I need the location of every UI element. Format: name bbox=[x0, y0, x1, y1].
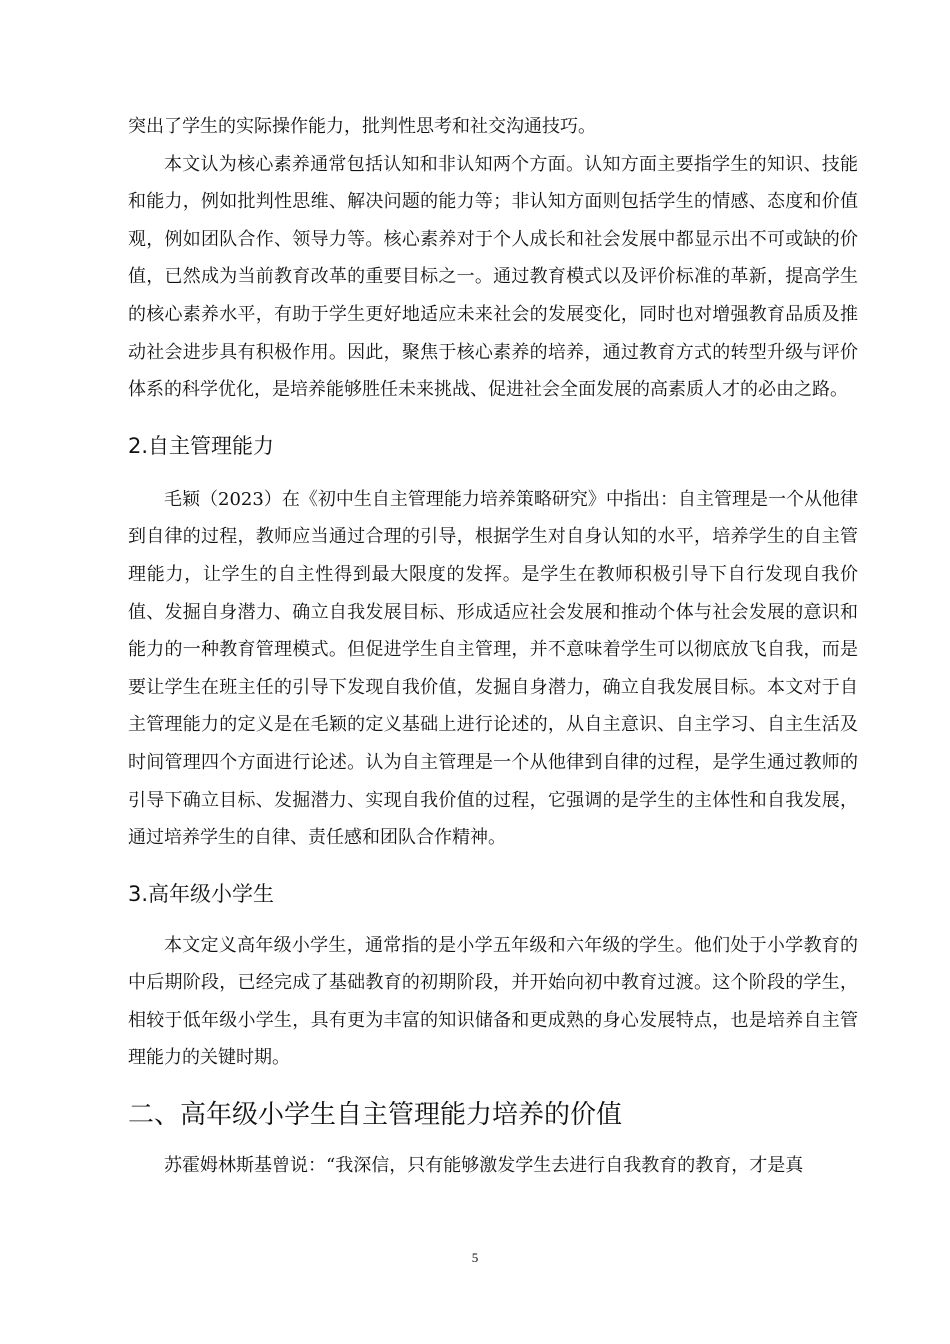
paragraph-self-management: 毛颖（2023）在《初中生自主管理能力培养策略研究》中指出：自主管理是一个从他律到自律的过程，教师应当通过合理的引导，根据学生对自身认知的水平，培养学生的自主管理能力，让学生的自主性得到最大限度的发挥。是学生在教师积极引导下自行发现自我价值、发掘自身潜力、确立自我发展目标、形成适应社会发展和推动个体与社会发展的意识和能力的一种教育管理模式。但促进学生自主管理，并不意味着学生可以彻底放飞自我，而是要让学生在班主任的引导下发现自我价值，发掘自身潜力，确立自我发展目标。本文对于自主管理能力的定义是在毛颖的定义基础上进行论述的，从自主意识、自主学习、自主生活及时间管理四个方面进行论述。认为自主管理是一个从他律到自律的过程，是学生通过教师的引导下确立目标、发掘潜力、实现自我价值的过程，它强调的是学生的主体性和自我发展，通过培养学生的自律、责任感和团队合作精神。 bbox=[128, 488, 858, 849]
paragraph-upper-grade-students: 本文定义高年级小学生，通常指的是小学五年级和六年级的学生。他们处于小学教育的中后期阶段，已经完成了基础教育的初期阶段，并开始向初中教育过渡。这个阶段的学生，相较于低年级小学生，具有更为丰富的知识储备和更成熟的身心发展特点，也是培养自主管理能力的关键时期。 bbox=[128, 934, 858, 1069]
page-number: 5 bbox=[471, 1250, 479, 1265]
heading-self-management: 2.自主管理能力 bbox=[128, 433, 275, 458]
paragraph-continued: 突出了学生的实际操作能力，批判性思考和社交沟通技巧。 bbox=[128, 116, 596, 137]
heading-upper-grade-students: 3.高年级小学生 bbox=[128, 881, 275, 906]
document-page bbox=[128, 108, 858, 1185]
paragraph-core-literacy: 本文认为核心素养通常包括认知和非认知两个方面。认知方面主要指学生的知识、技能和能力，例如批判性思维、解决问题的能力等；非认知方面则包括学生的情感、态度和价值观，例如团队合作、领导力等。核心素养对于个人成长和社会发展中都显示出不可或缺的价值，已然成为当前教育改革的重要目标之一。通过教育模式以及评价标准的革新，提高学生的核心素养水平，有助于学生更好地适应未来社会的发展变化，同时也对增强教育品质及推动社会进步具有积极作用。因此，聚焦于核心素养的培养，通过教育方式的转型升级与评价体系的科学优化，是培养能够胜任未来挑战、促进社会全面发展的高素质人才的必由之路。 bbox=[128, 153, 858, 401]
paragraph-quote: 苏霍姆林斯基曾说：“我深信，只有能够激发学生去进行自我教育的教育，才是真 bbox=[164, 1155, 804, 1177]
section-heading-value: 二、高年级小学生自主管理能力培养的价值 bbox=[128, 1100, 623, 1131]
